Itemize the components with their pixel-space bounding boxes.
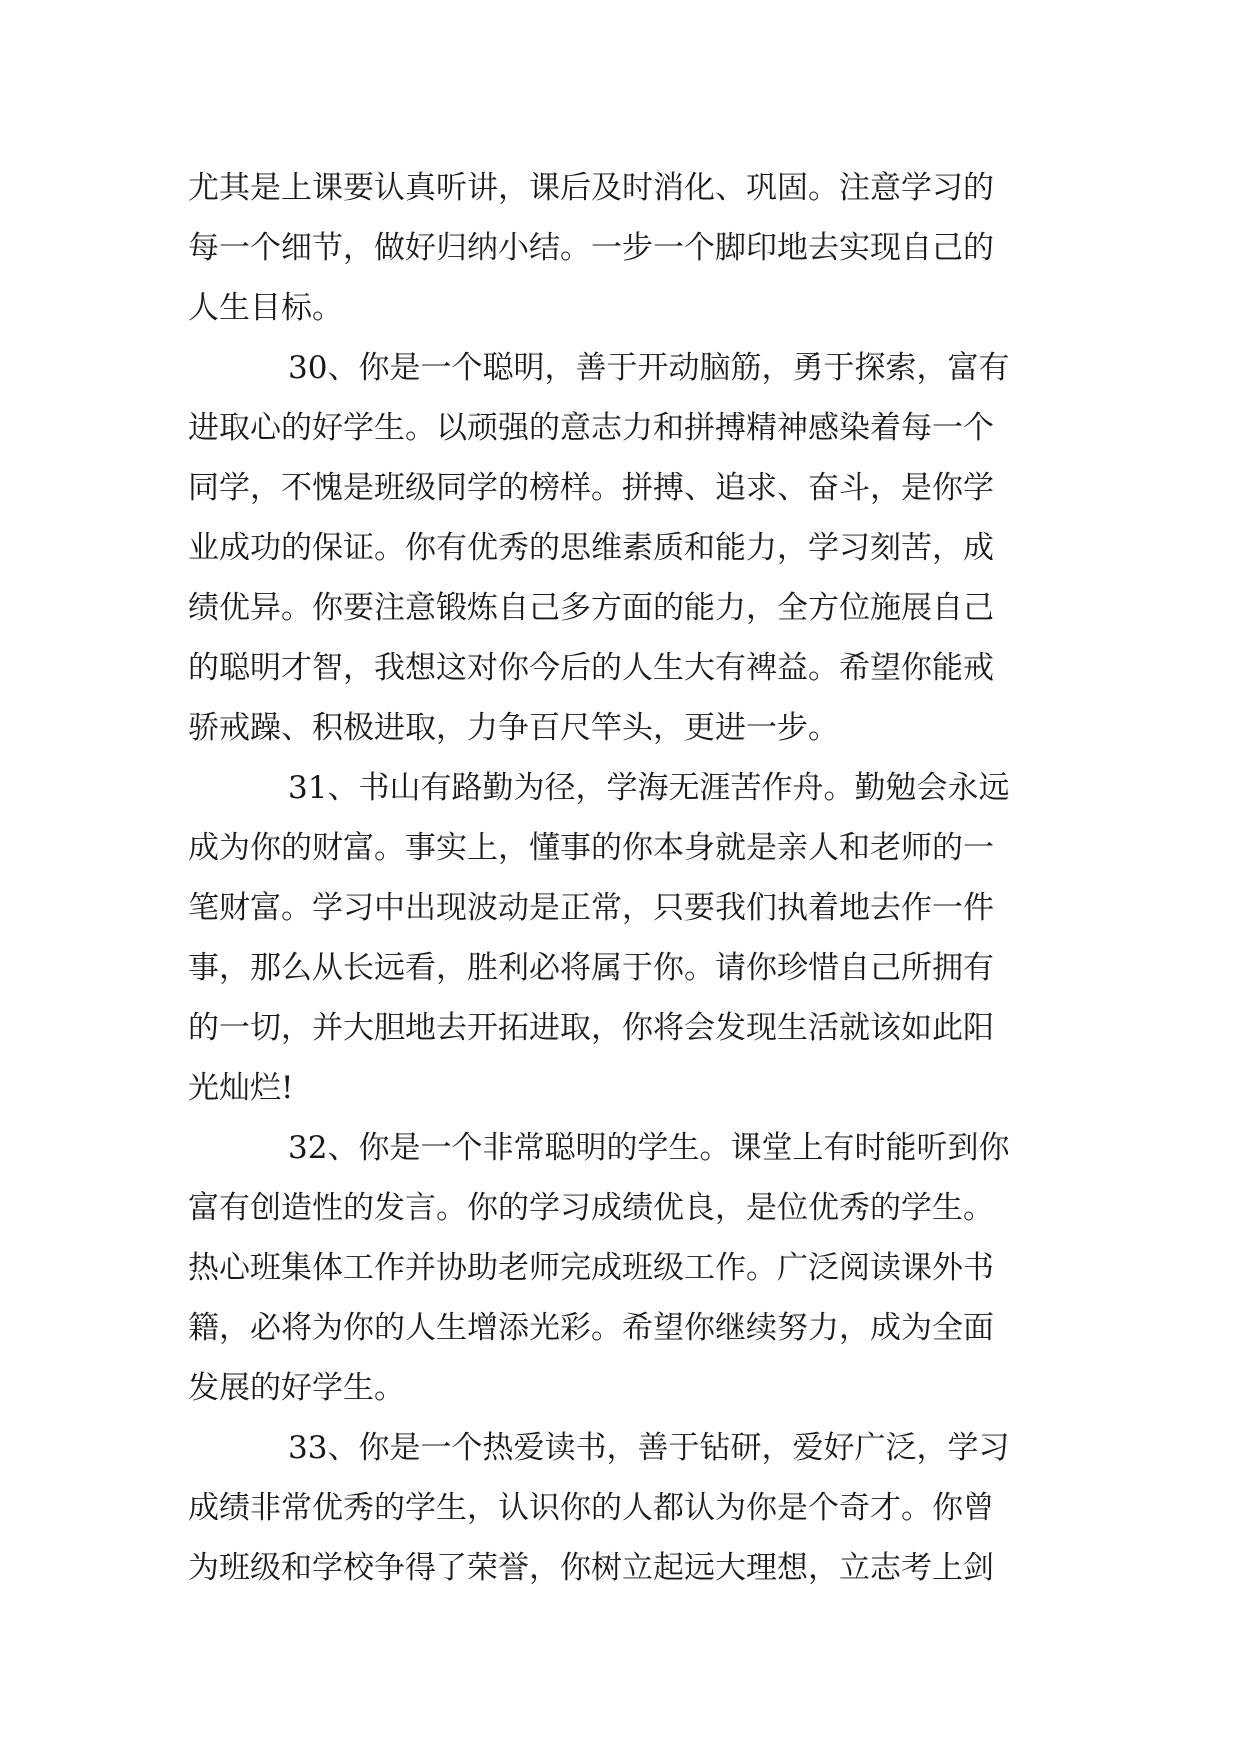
text-line: 笔财富。学习中出现波动是正常，只要我们执着地去作一件 [188, 890, 994, 926]
document-body [188, 158, 1050, 1598]
text-line: 30、你是一个聪明，善于开动脑筋，勇于探索，富有 [288, 350, 1010, 386]
text-line: 事，那么从长远看，胜利必将属于你。请你珍惜自己所拥有 [188, 950, 994, 986]
paragraph-30 [188, 338, 1050, 758]
paragraph-continuation [188, 158, 1050, 338]
paragraph-31 [188, 758, 1050, 1118]
text-line: 光灿烂! [188, 1070, 294, 1106]
text-line: 富有创造性的发言。你的学习成绩优良，是位优秀的学生。 [188, 1190, 994, 1226]
text-line: 的聪明才智，我想这对你今后的人生大有裨益。希望你能戒 [188, 650, 994, 686]
text-line: 绩优异。你要注意锻炼自己多方面的能力，全方位施展自己 [188, 590, 994, 626]
text-line: 32、你是一个非常聪明的学生。课堂上有时能听到你 [288, 1130, 1010, 1166]
text-line: 成绩非常优秀的学生，认识你的人都认为你是个奇才。你曾 [188, 1490, 994, 1526]
text-line: 同学，不愧是班级同学的榜样。拼搏、追求、奋斗，是你学 [188, 470, 994, 506]
text-line: 31、书山有路勤为径，学海无涯苦作舟。勤勉会永远 [288, 770, 1010, 806]
text-line: 籍，必将为你的人生增添光彩。希望你继续努力，成为全面 [188, 1310, 994, 1346]
text-line: 33、你是一个热爱读书，善于钻研，爱好广泛，学习 [288, 1430, 1010, 1466]
text-line: 成为你的财富。事实上，懂事的你本身就是亲人和老师的一 [188, 830, 994, 866]
text-line: 人生目标。 [188, 290, 343, 326]
paragraph-32 [188, 1118, 1050, 1418]
text-line: 进取心的好学生。以顽强的意志力和拼搏精神感染着每一个 [188, 410, 994, 446]
text-line: 尤其是上课要认真听讲，课后及时消化、巩固。注意学习的 [188, 170, 994, 206]
paragraph-33 [188, 1418, 1050, 1598]
text-line: 每一个细节，做好归纳小结。一步一个脚印地去实现自己的 [188, 230, 994, 266]
text-line: 骄戒躁、积极进取，力争百尺竿头，更进一步。 [188, 710, 839, 746]
text-line: 业成功的保证。你有优秀的思维素质和能力，学习刻苦，成 [188, 530, 994, 566]
text-line: 为班级和学校争得了荣誉，你树立起远大理想，立志考上剑 [188, 1550, 994, 1586]
text-line: 发展的好学生。 [188, 1370, 405, 1406]
text-line: 热心班集体工作并协助老师完成班级工作。广泛阅读课外书 [188, 1250, 994, 1286]
text-line: 的一切，并大胆地去开拓进取，你将会发现生活就该如此阳 [188, 1010, 994, 1046]
